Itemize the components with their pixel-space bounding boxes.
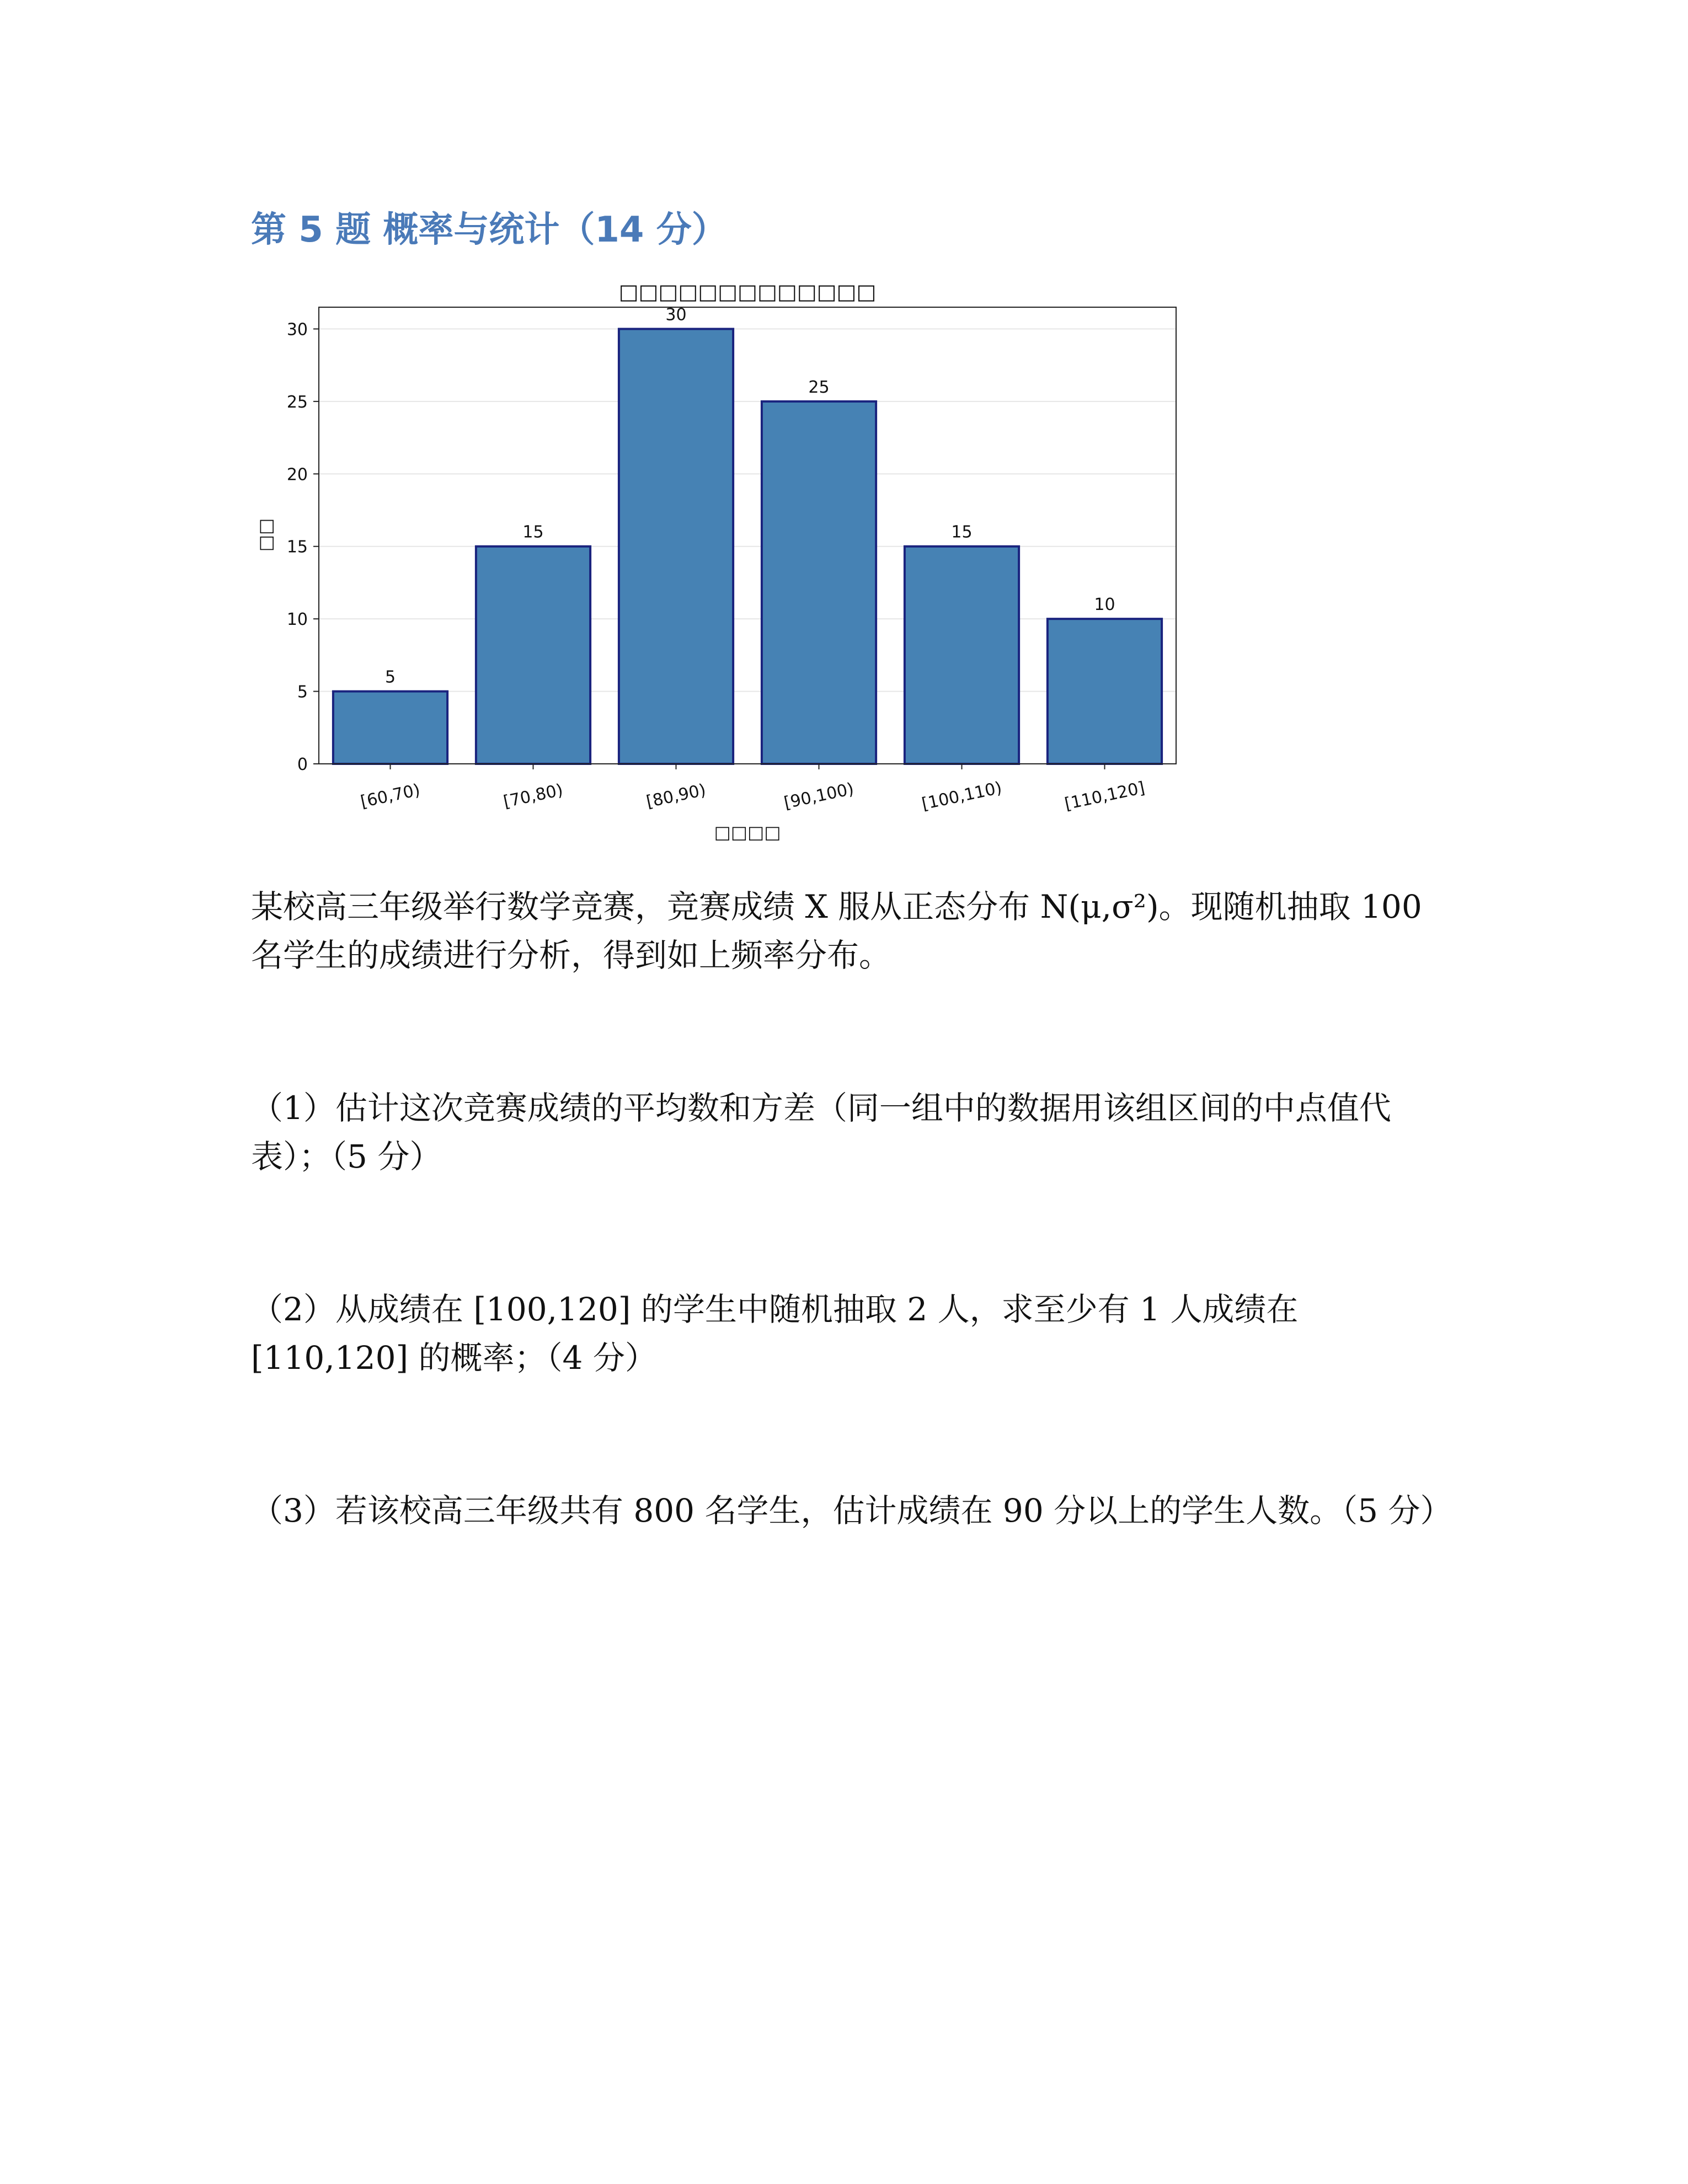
bar	[619, 329, 733, 764]
y-tick-label: 30	[286, 320, 308, 340]
x-tick-label: [80,90)	[644, 780, 708, 812]
question-1: （1）估计这次竞赛成绩的平均数和方差（同一组中的数据用该组区间的中点值代表）；（5 分）	[251, 1089, 1391, 1175]
chart-title: □□□□□□□□□□□□□	[618, 280, 877, 304]
bar	[1048, 619, 1162, 764]
chart-canvas	[237, 273, 1208, 860]
bar	[476, 547, 590, 764]
bar	[762, 402, 876, 764]
y-tick-label: 0	[297, 755, 308, 774]
bar-value-label: 10	[1094, 595, 1115, 615]
y-tick-label: 25	[286, 392, 308, 412]
bar-value-label: 15	[951, 522, 973, 542]
bar	[333, 692, 447, 764]
problem-statement: 某校高三年级举行数学竞赛，竞赛成绩 X 服从正态分布 N(μ,σ²)。现随机抽取 100 名学生的成绩进行分析，得到如上频率分布。	[251, 888, 1422, 974]
y-tick-label: 5	[297, 682, 308, 702]
frequency-bar-chart	[237, 273, 1208, 860]
problem-heading: 第 5 题 概率与统计（14 分）	[251, 210, 727, 250]
bar	[905, 547, 1019, 764]
bar-value-label: 5	[384, 667, 396, 687]
bar-value-label: 15	[522, 522, 544, 542]
bar-value-label: 25	[808, 377, 830, 397]
y-tick-label: 10	[286, 610, 308, 630]
bar-value-label: 30	[665, 305, 687, 325]
y-tick-label: 15	[286, 537, 308, 557]
x-axis-label: □□□□	[714, 822, 781, 843]
x-tick-label: [90,100)	[782, 779, 856, 813]
x-tick-label: [100,110)	[920, 778, 1004, 814]
question-3: （3）若该校高三年级共有 800 名学生，估计成绩在 90 分以上的学生人数。（5 分）	[251, 1492, 1452, 1529]
x-tick-label: [110,120]	[1062, 778, 1147, 814]
x-tick-label: [60,70)	[359, 780, 422, 812]
y-tick-label: 20	[286, 465, 308, 485]
x-tick-label: [70,80)	[501, 780, 565, 812]
y-axis-ticks	[287, 320, 319, 774]
y-axis-label: □□	[255, 518, 276, 552]
question-2: （2）从成绩在 [100,120] 的学生中随机抽取 2 人，求至少有 1 人成绩在 [110,120] 的概率；（4 分）	[251, 1291, 1299, 1377]
x-axis-ticks	[359, 764, 1147, 814]
